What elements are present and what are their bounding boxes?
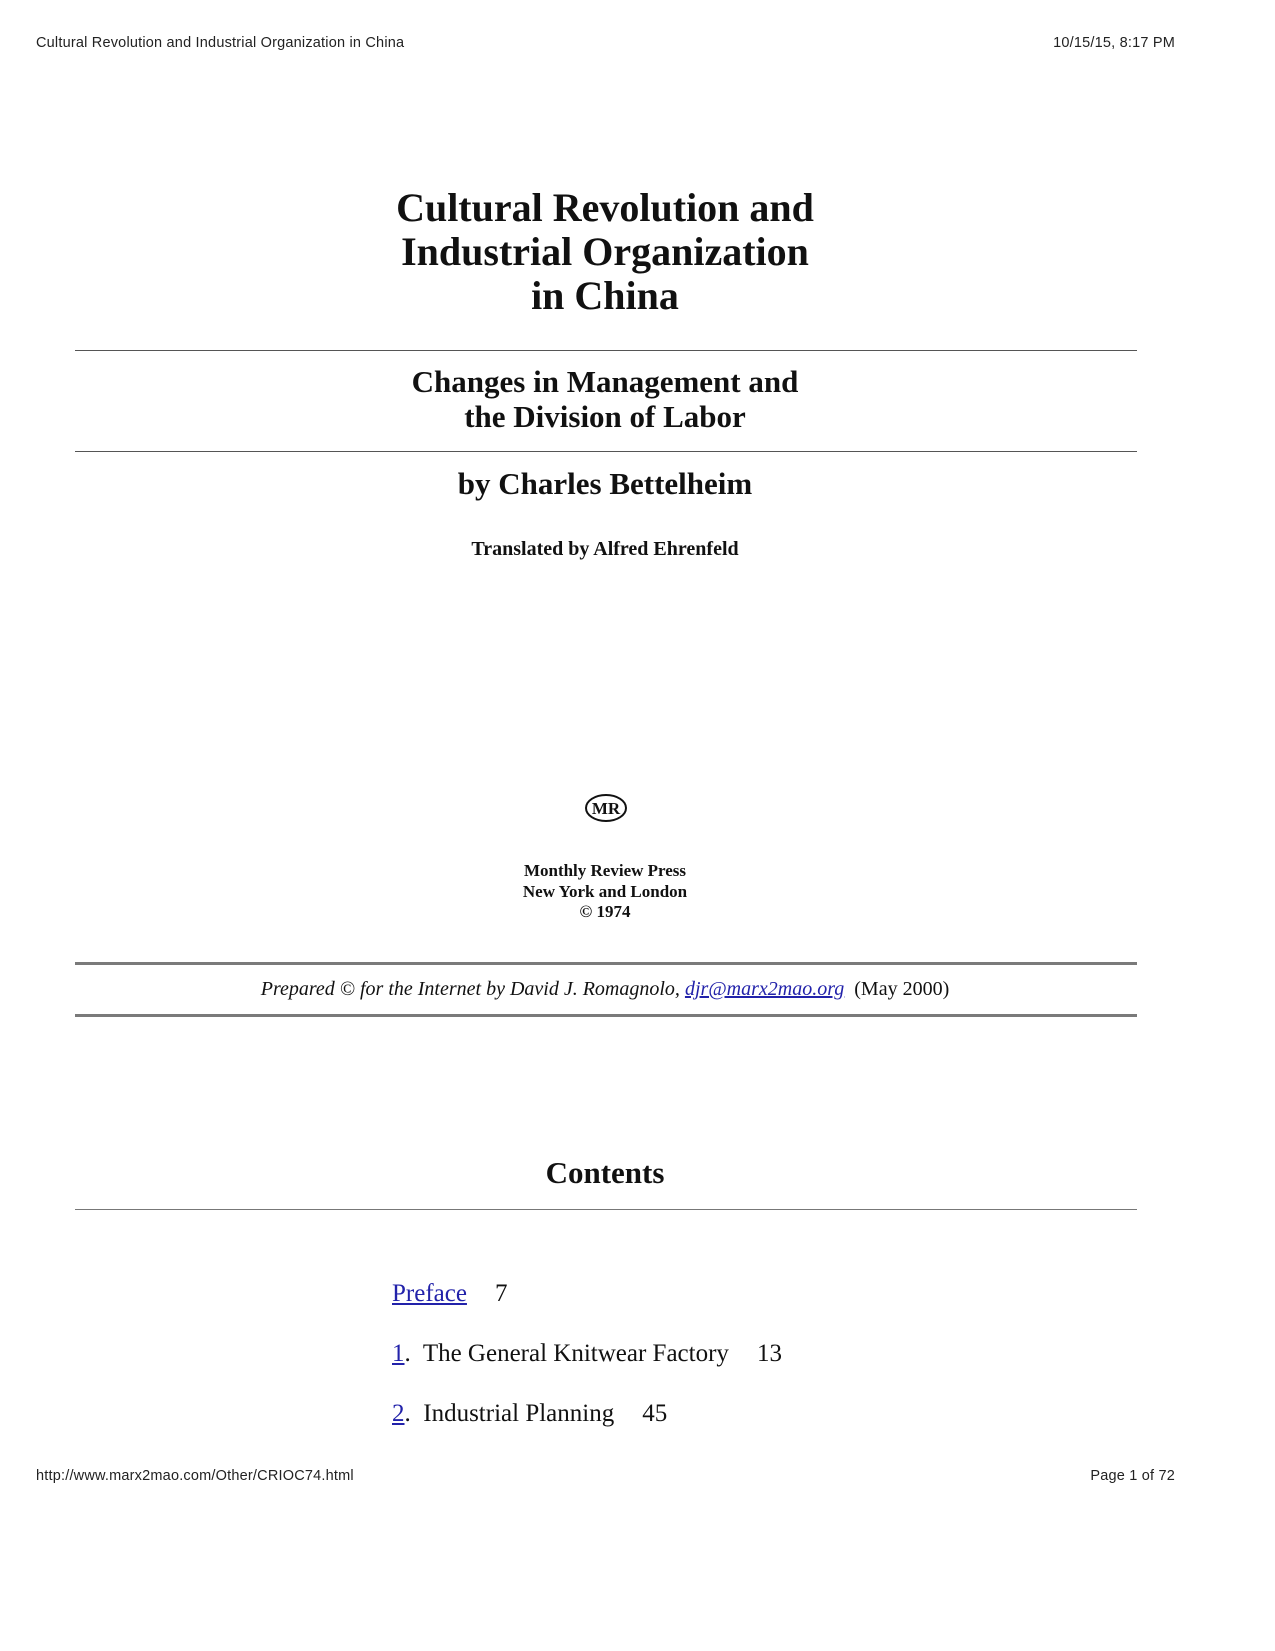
book-subtitle xyxy=(0,364,1210,434)
book-title xyxy=(0,186,1210,318)
publisher-logo-text: MR xyxy=(591,799,621,818)
toc-page-number: 45 xyxy=(642,1400,668,1427)
print-header-datetime: 10/15/15, 8:17 PM xyxy=(1053,35,1175,51)
publisher-logo xyxy=(584,793,628,823)
publisher-location: New York and London xyxy=(522,881,688,901)
book-title-line: Industrial Organization xyxy=(401,229,809,274)
contents-heading: Contents xyxy=(545,1155,665,1190)
divider xyxy=(75,451,1137,452)
book-subtitle-line: the Division of Labor xyxy=(464,399,746,434)
divider xyxy=(75,962,1137,965)
toc-chapter-title: The General Knitwear Factory xyxy=(422,1340,729,1367)
publisher-logo-icon xyxy=(584,793,628,823)
print-footer-page: Page 1 of 72 xyxy=(1090,1468,1175,1484)
toc-chapter-title: Industrial Planning xyxy=(423,1400,615,1427)
toc-item: 1. The General Knitwear Factory 13 xyxy=(392,1340,782,1367)
book-title-line: Cultural Revolution and xyxy=(396,185,814,230)
toc-link-preface[interactable]: Preface xyxy=(392,1280,467,1307)
divider xyxy=(75,350,1137,351)
book-title-line: in China xyxy=(531,273,679,318)
print-footer-url: http://www.marx2mao.com/Other/CRIOC74.html xyxy=(36,1468,354,1484)
author: by Charles Bettelheim xyxy=(457,466,753,501)
print-header xyxy=(36,35,1175,51)
translator: Translated by Alfred Ehrenfeld xyxy=(471,538,739,560)
publisher-block xyxy=(0,861,1210,923)
print-header-title: Cultural Revolution and Industrial Organization in China xyxy=(36,35,405,51)
prepared-credit xyxy=(0,978,1210,1001)
prepared-text: Prepared © for the Internet by David J. Romagnolo, xyxy=(260,978,685,1000)
prepared-date: (May 2000) xyxy=(854,978,950,1000)
publisher-copyright: © 1974 xyxy=(579,902,631,921)
toc-link-chapter-1[interactable]: 1 xyxy=(392,1340,405,1367)
book-subtitle-line: Changes in Management and xyxy=(411,364,799,399)
toc-item: 2. Industrial Planning 45 xyxy=(392,1400,668,1427)
toc-page-number: 13 xyxy=(756,1340,782,1367)
table-of-contents xyxy=(392,1280,782,1460)
toc-item xyxy=(392,1280,782,1340)
toc-link-chapter-2[interactable]: 2 xyxy=(392,1400,405,1427)
email-link[interactable]: djr@marx2mao.org xyxy=(684,978,845,1000)
divider xyxy=(75,1209,1137,1210)
publisher-name: Monthly Review Press xyxy=(523,861,687,880)
divider xyxy=(75,1014,1137,1017)
toc-page-number: 7 xyxy=(494,1280,508,1307)
print-footer xyxy=(36,1468,1175,1484)
